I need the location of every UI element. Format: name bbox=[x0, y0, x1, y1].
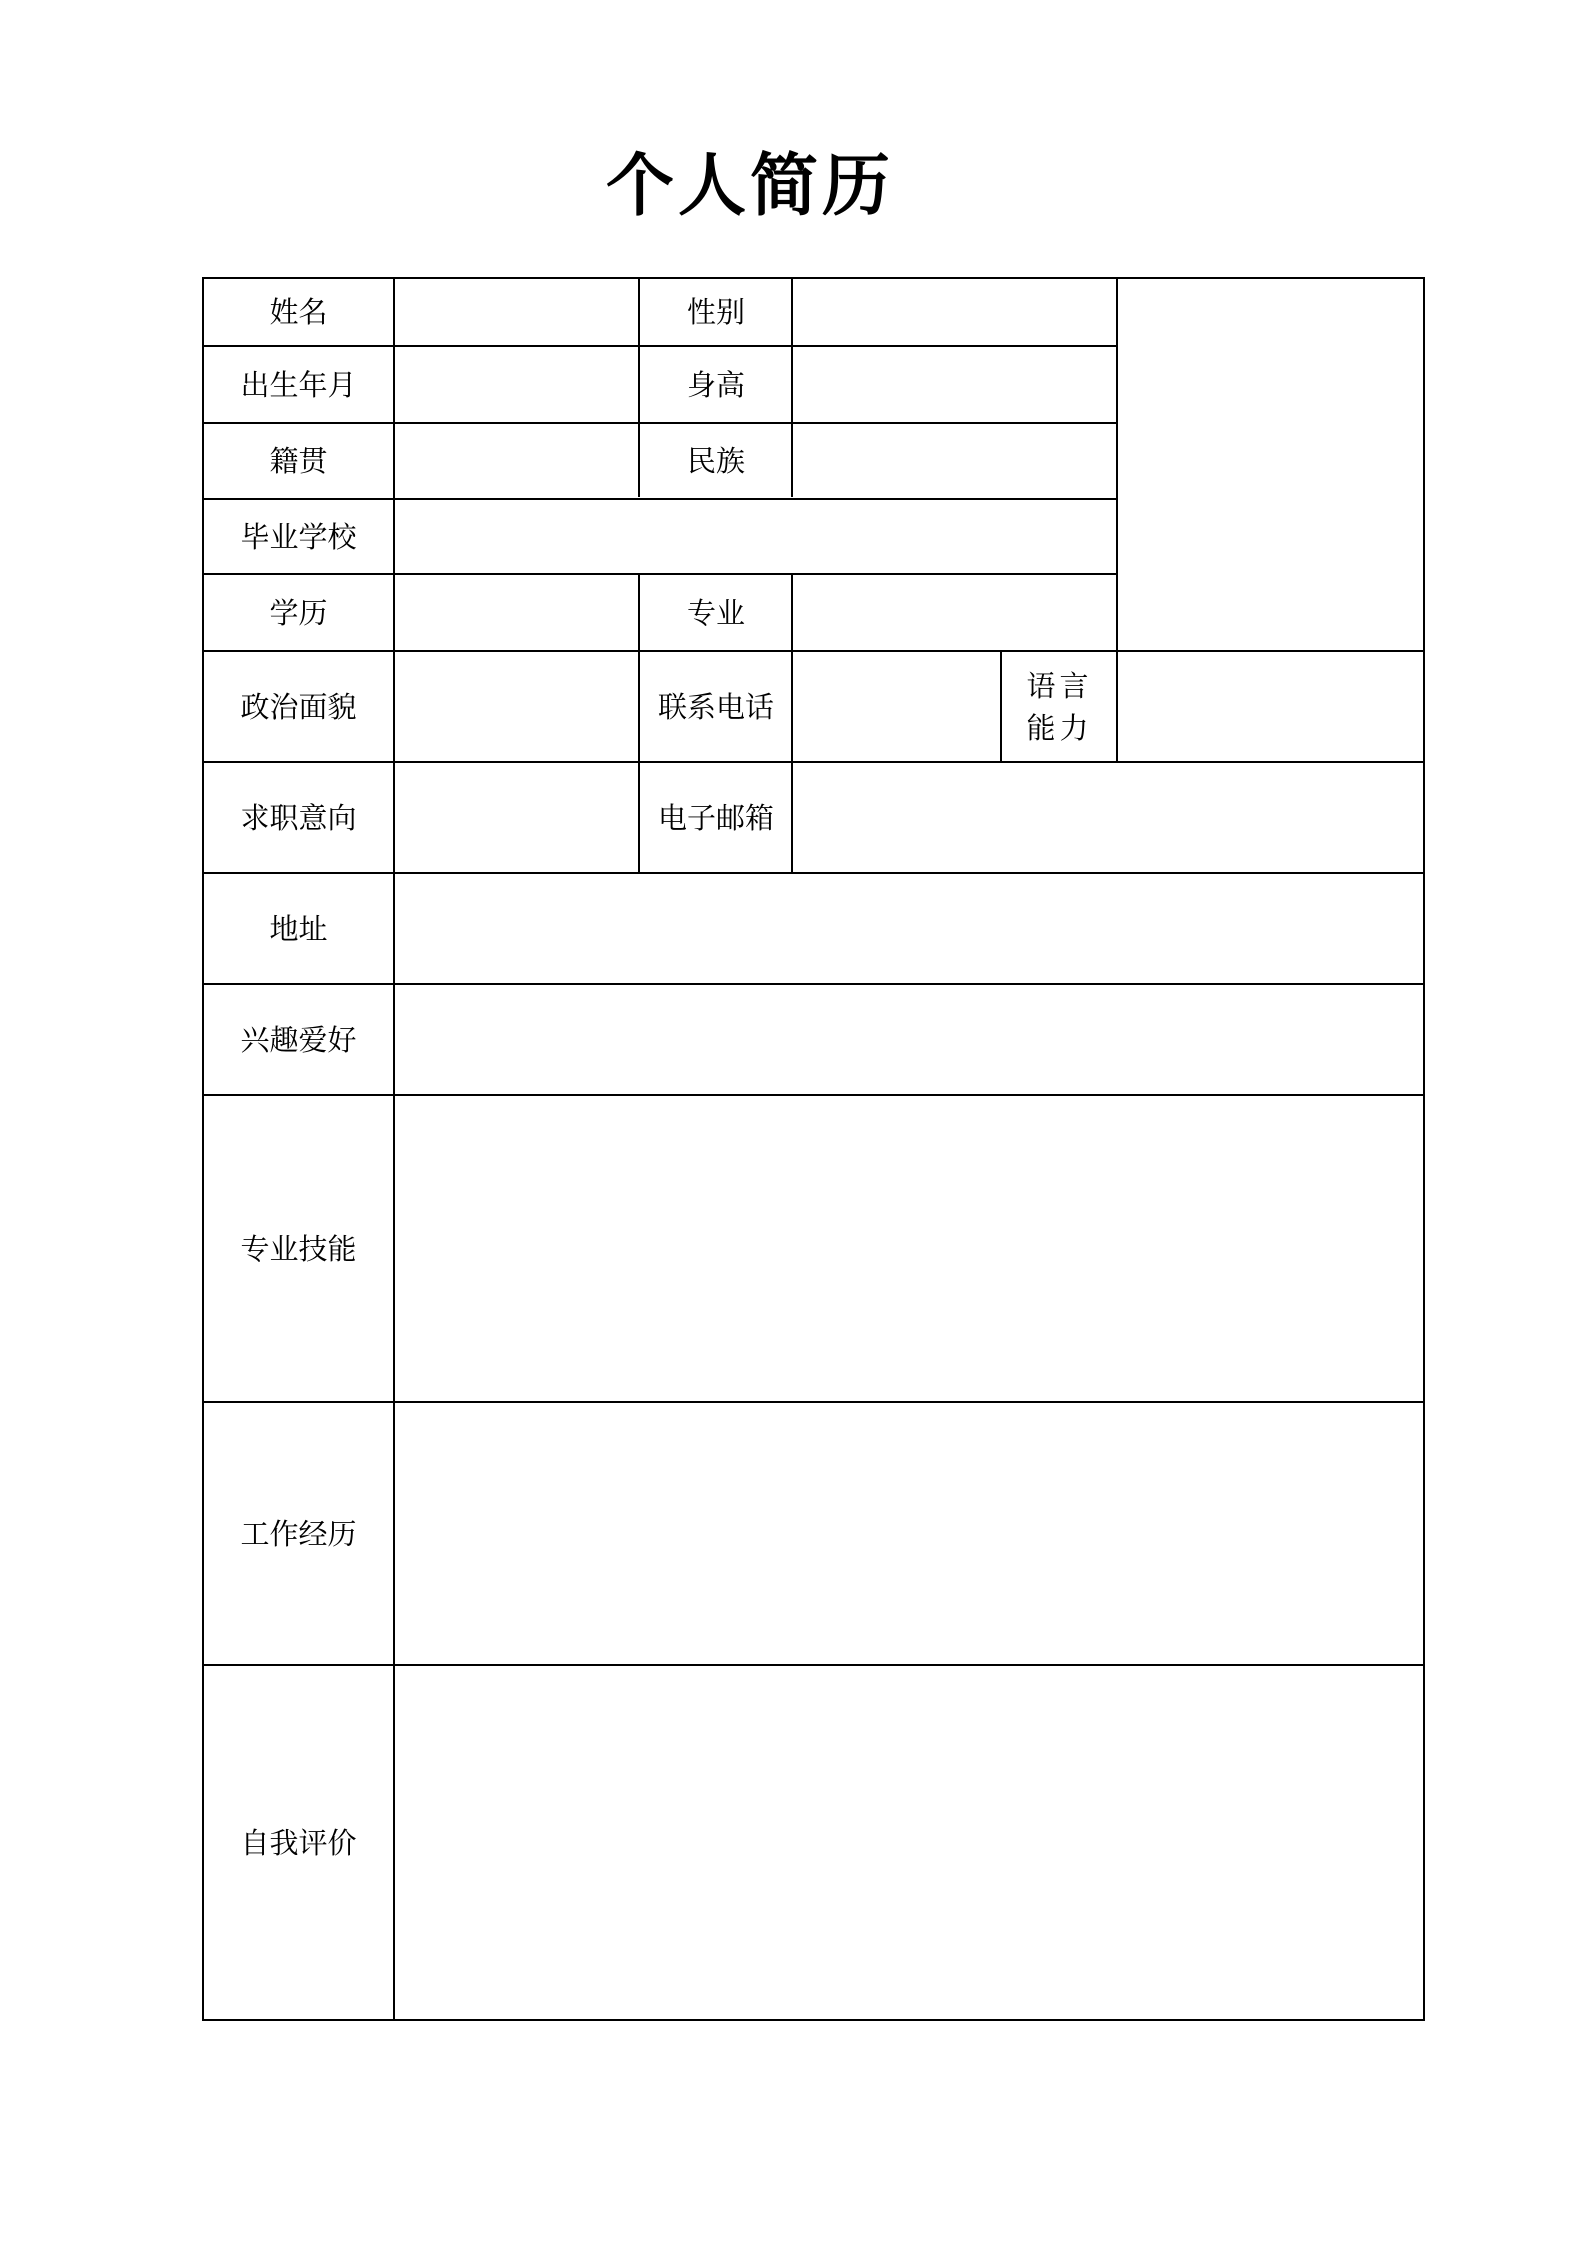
label-language-line1: 语言 bbox=[1026, 668, 1093, 703]
political-status-field[interactable] bbox=[395, 651, 639, 762]
name-field[interactable] bbox=[395, 278, 639, 346]
language-field[interactable] bbox=[1118, 651, 1423, 762]
address-field[interactable] bbox=[395, 873, 1423, 984]
education-field[interactable] bbox=[395, 574, 639, 651]
native-place-field[interactable] bbox=[395, 423, 639, 499]
label-self-evaluation: 自我评价 bbox=[240, 1825, 357, 1860]
ethnicity-field[interactable] bbox=[793, 423, 1117, 499]
label-language-line2: 能力 bbox=[1026, 710, 1093, 745]
height-field[interactable] bbox=[793, 346, 1117, 423]
label-work-experience: 工作经历 bbox=[240, 1516, 357, 1551]
major-field[interactable] bbox=[793, 574, 1117, 651]
label-language bbox=[1002, 651, 1117, 762]
label-birth: 出生年月 bbox=[240, 367, 357, 402]
label-education: 学历 bbox=[269, 595, 328, 630]
self-evaluation-field[interactable] bbox=[395, 1665, 1423, 2020]
label-email: 电子邮箱 bbox=[657, 800, 774, 835]
label-native-place: 籍贯 bbox=[269, 444, 328, 478]
label-skills: 专业技能 bbox=[240, 1231, 357, 1266]
label-height: 身高 bbox=[686, 367, 745, 402]
birth-field[interactable] bbox=[395, 346, 639, 423]
label-ethnicity: 民族 bbox=[686, 444, 745, 478]
phone-field[interactable] bbox=[793, 651, 1001, 762]
label-phone: 联系电话 bbox=[657, 689, 774, 724]
work-experience-field[interactable] bbox=[395, 1402, 1423, 1665]
school-field[interactable] bbox=[395, 499, 1117, 574]
job-intention-field[interactable] bbox=[395, 762, 639, 873]
hobbies-field[interactable] bbox=[395, 984, 1423, 1095]
label-address: 地址 bbox=[269, 911, 328, 946]
label-political-status: 政治面貌 bbox=[240, 689, 357, 724]
label-major: 专业 bbox=[686, 595, 745, 630]
label-job-intention: 求职意向 bbox=[240, 800, 357, 835]
label-gender: 性别 bbox=[686, 295, 745, 329]
photo-area[interactable] bbox=[1118, 278, 1423, 650]
email-field[interactable] bbox=[793, 762, 1423, 873]
skills-field[interactable] bbox=[395, 1095, 1423, 1402]
gender-field[interactable] bbox=[793, 278, 1117, 346]
table-border-right bbox=[1423, 277, 1425, 2021]
label-hobbies: 兴趣爱好 bbox=[240, 1022, 357, 1057]
label-school: 毕业学校 bbox=[240, 519, 357, 554]
page-title: 个人简历 bbox=[605, 146, 894, 226]
label-name: 姓名 bbox=[269, 295, 328, 329]
